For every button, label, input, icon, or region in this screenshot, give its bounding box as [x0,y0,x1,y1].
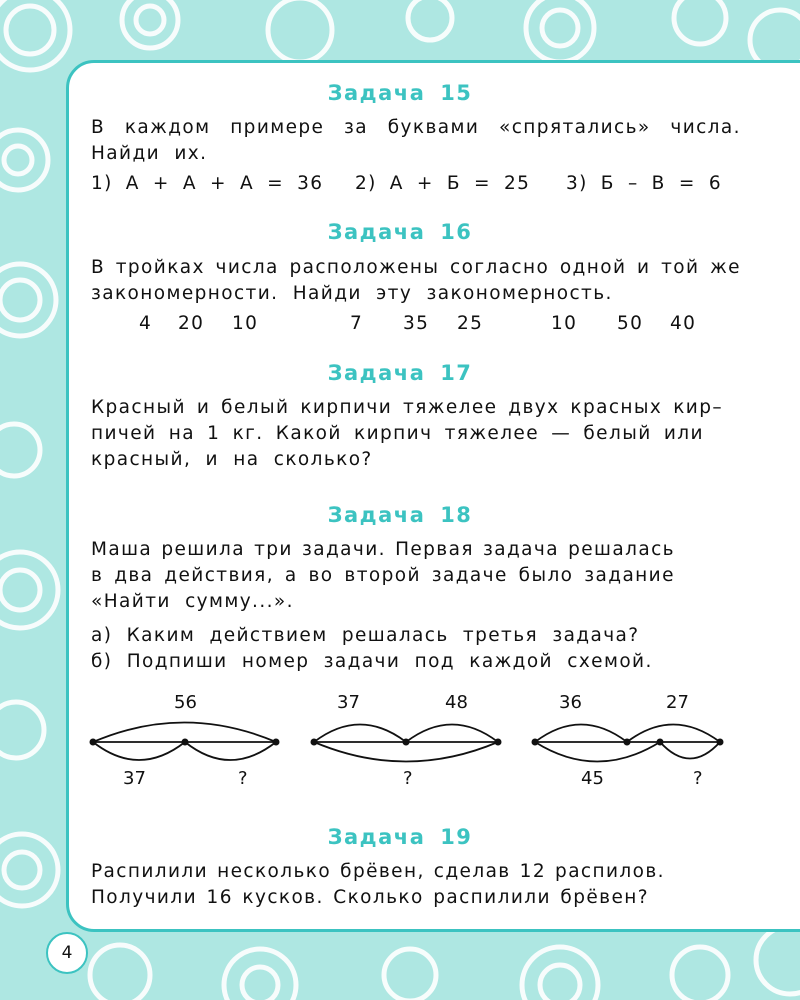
scheme-2-top-label: 37 [337,692,360,713]
problem-19-title: Задача 19 [327,825,473,849]
scheme-1-bottom-label: ? [238,768,248,789]
triple-2-number: 25 [457,313,484,334]
problem-15-title: Задача 15 [327,81,473,105]
problem-15-text-line-2: Найди их. [91,143,208,164]
scheme-1-top-label: 56 [174,692,197,713]
triple-1-number: 10 [232,313,259,334]
problem-17-text-line-3: красный, и на сколько? [91,449,373,470]
problem-18-question-a: а) Каким действием решалась третья задача? [91,625,640,646]
problem-19-text-line-2: Получили 16 кусков. Сколько распилили брёвен? [91,887,649,908]
triple-2-number: 7 [350,313,364,334]
problem-16-text-line-1: В тройках числа расположены согласно одной и той же [91,257,741,278]
page-number: 4 [46,932,88,974]
scheme-1-bottom-label: 37 [123,768,146,789]
problem-15-example-3: 3) Б – В = 6 [566,173,722,194]
scheme-3-bottom-label: 45 [581,768,604,789]
problem-17-title: Задача 17 [327,361,473,385]
problem-17-text-line-1: Красный и белый кирпичи тяжелее двух красных кир– [91,397,723,418]
problem-18-text-line-2: в два действия, а во второй задаче было задание [91,565,675,586]
problem-19-text-line-1: Распилили несколько брёвен, сделав 12 распилов. [91,861,665,882]
problem-16-title: Задача 16 [327,220,473,244]
problem-18-text-line-3: «Найти сумму...». [91,591,294,612]
problem-16-text-line-2: закономерности. Найди эту закономерность. [91,283,613,304]
triple-2-number: 35 [403,313,430,334]
problem-15-example-1: 1) А + А + А = 36 [91,173,324,194]
problem-18-question-b: б) Подпиши номер задачи под каждой схемой. [91,651,653,672]
problem-17-text-line-2: пичей на 1 кг. Какой кирпич тяжелее — белый или [91,423,704,444]
triple-3-number: 10 [551,313,578,334]
scheme-2-bottom-label: ? [403,768,413,789]
triple-3-number: 50 [617,313,644,334]
scheme-3-bottom-label: ? [693,768,703,789]
triple-1-number: 20 [178,313,205,334]
scheme-2-top-label: 48 [445,692,468,713]
scheme-3-top-label: 27 [666,692,689,713]
triple-3-number: 40 [670,313,697,334]
problem-18-title: Задача 18 [327,503,473,527]
problem-15-text-line-1: В каждом примере за буквами «спрятались» числа. [91,117,741,138]
triple-1-number: 4 [139,313,153,334]
problem-18-text-line-1: Маша решила три задачи. Первая задача решалась [91,539,675,560]
problem-15-example-2: 2) А + Б = 25 [355,173,531,194]
scheme-3-top-label: 36 [559,692,582,713]
